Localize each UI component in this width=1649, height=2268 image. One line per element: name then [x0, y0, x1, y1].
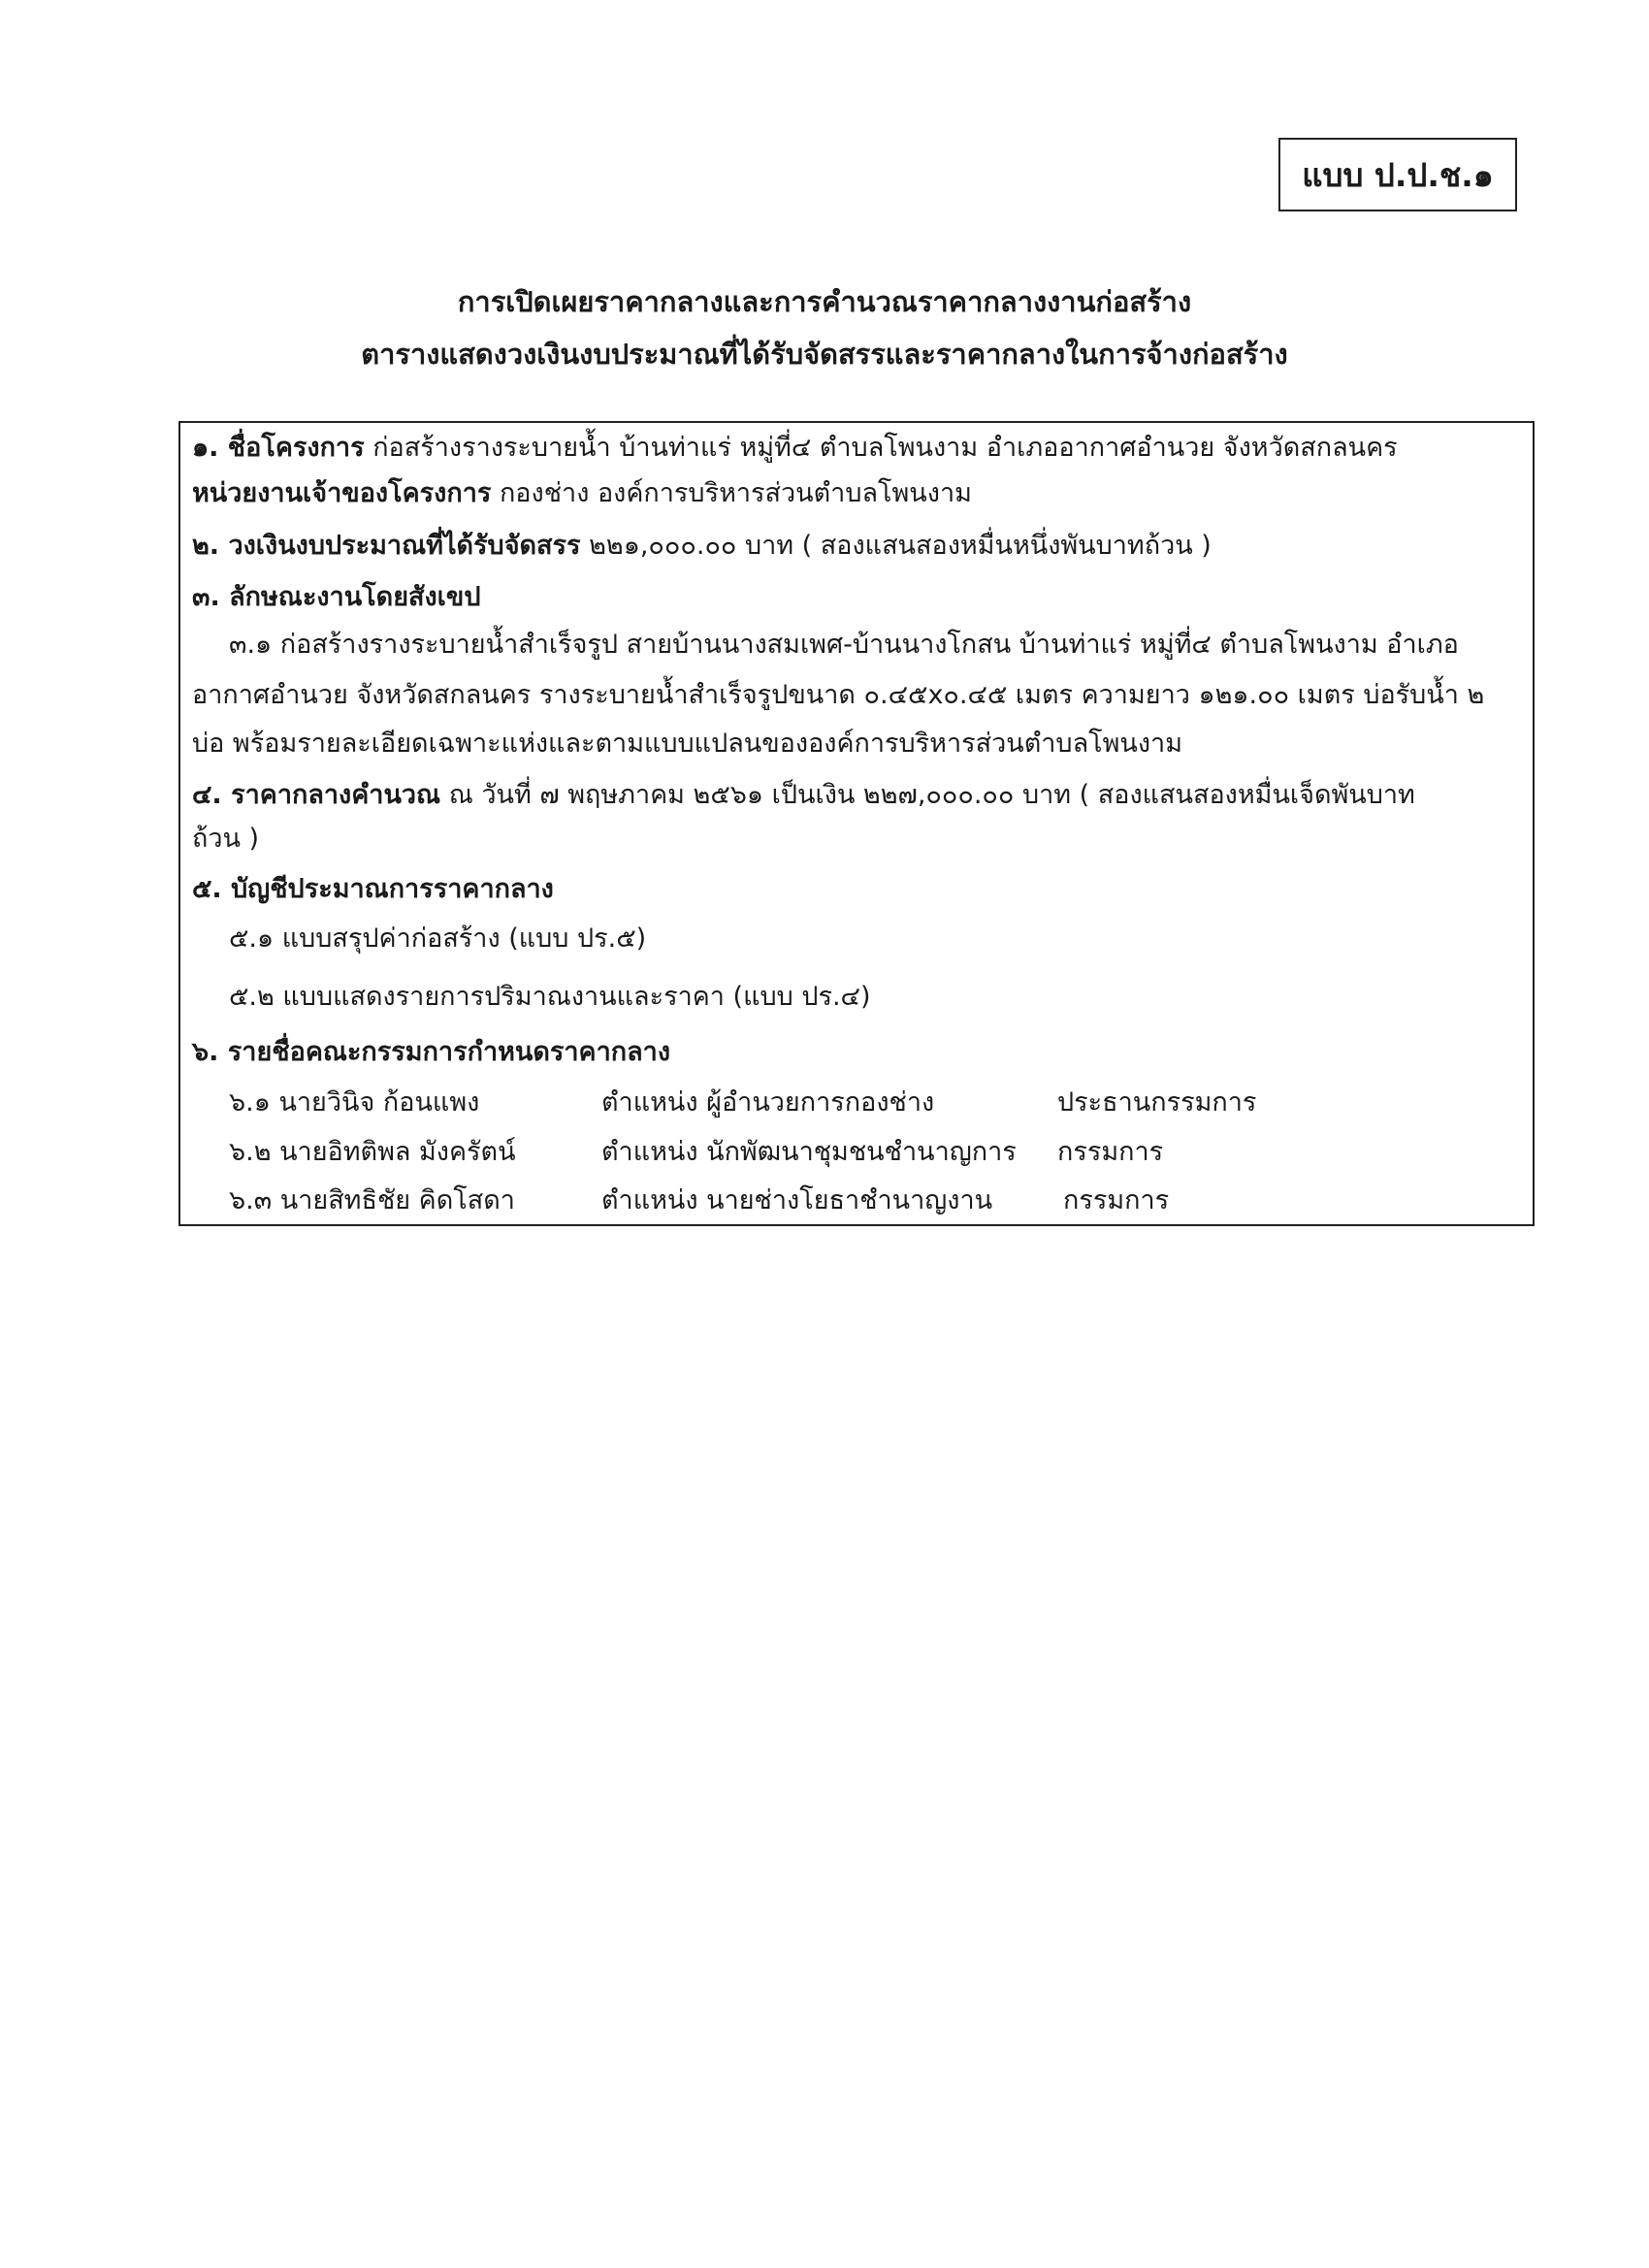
work-summary-line-1: ๓.๑ ก่อสร้างรางระบายน้ำสำเร็จรูป สายบ้านนางสมเพศ-บ้านนางโกสน บ้านท่าแร่ หมู่ที่๔ ตำบลโพนงาม อำเภอ	[229, 630, 1459, 660]
committee-member-position: ตำแหน่ง นักพัฒนาชุมชนชำนาญการ	[601, 1137, 1017, 1167]
work-summary-line-2: อากาศอำนวย จังหวัดสกลนคร รางระบายน้ำสำเร็จรูปขนาด ๐.๔๕x๐.๔๕ เมตร ความยาว ๑๒๑.๐๐ เมตร บ่อรับน้ำ ๒	[192, 680, 1485, 710]
committee-member-name: ๖.๑ นายวินิจ ก้อนแพง	[229, 1087, 480, 1118]
project-owner-label: หน่วยงานเจ้าของโครงการ	[192, 478, 492, 508]
committee-member-role: กรรมการ	[1057, 1137, 1164, 1167]
project-name-value: ก่อสร้างรางระบายน้ำ บ้านท่าแร่ หมู่ที่๔ ตำบลโพนงาม อำเภออากาศอำนวย จังหวัดสกลนคร	[364, 433, 1398, 463]
median-price-line-cont: ถ้วน )	[192, 824, 260, 854]
committee-member-role: กรรมการ	[1063, 1185, 1170, 1215]
median-price-line	[192, 776, 1415, 815]
committee-member-position: ตำแหน่ง นายช่างโยธาชำนาญงาน	[601, 1185, 993, 1215]
committee-member-position: ตำแหน่ง ผู้อำนวยการกองช่าง	[601, 1087, 935, 1118]
project-name-line	[192, 429, 1398, 468]
budget-value: ๒๒๑,๐๐๐.๐๐ บาท ( สองแสนสองหมื่นหนึ่งพันบาทถ้วน )	[580, 531, 1212, 561]
budget-line	[192, 527, 1212, 566]
document-title: การเปิดเผยราคากลางและการคำนวณราคากลางงานก่อสร้าง	[457, 285, 1192, 318]
estimate-list-label: ๕. บัญชีประมาณการราคากลาง	[192, 874, 554, 904]
budget-label: ๒. วงเงินงบประมาณที่ได้รับจัดสรร	[192, 531, 581, 561]
committee-member-role: ประธานกรรมการ	[1057, 1087, 1257, 1118]
work-summary-label: ๓. ลักษณะงานโดยสังเขป	[192, 582, 481, 612]
median-price-label: ๔. ราคากลางคำนวณ	[192, 780, 441, 810]
committee-label: ๖. รายชื่อคณะกรรมการกำหนดราคากลาง	[192, 1037, 671, 1067]
document-subtitle: ตารางแสดงวงเงินงบประมาณที่ได้รับจัดสรรและราคากลางในการจ้างก่อสร้าง	[361, 338, 1288, 371]
estimate-item-1: ๕.๑ แบบสรุปค่าก่อสร้าง (แบบ ปร.๕)	[229, 923, 647, 954]
work-summary-line-3: บ่อ พร้อมรายละเอียดเฉพาะแห่งและตามแบบแปลนขององค์การบริหารส่วนตำบลโพนงาม	[192, 729, 1183, 759]
project-name-label: ๑. ชื่อโครงการ	[192, 433, 365, 463]
project-owner-value: กองช่าง องค์การบริหารส่วนตำบลโพนงาม	[491, 478, 972, 508]
project-owner-line	[192, 474, 972, 513]
estimate-item-2: ๕.๒ แบบแสดงรายการปริมาณงานและราคา (แบบ ปร.๔)	[229, 982, 871, 1012]
form-code: แบบ ป.ป.ช.๑	[1302, 155, 1494, 194]
committee-member-name: ๖.๒ นายอิทติพล มังครัตน์	[229, 1137, 516, 1167]
committee-member-name: ๖.๓ นายสิทธิชัย คิดโสดา	[229, 1185, 515, 1215]
form-code-box	[1278, 138, 1517, 211]
median-price-value: ณ วันที่ ๗ พฤษภาคม ๒๕๖๑ เป็นเงิน ๒๒๗,๐๐๐.๐๐ บาท ( สองแสนสองหมื่นเจ็ดพันบาท	[440, 780, 1415, 810]
